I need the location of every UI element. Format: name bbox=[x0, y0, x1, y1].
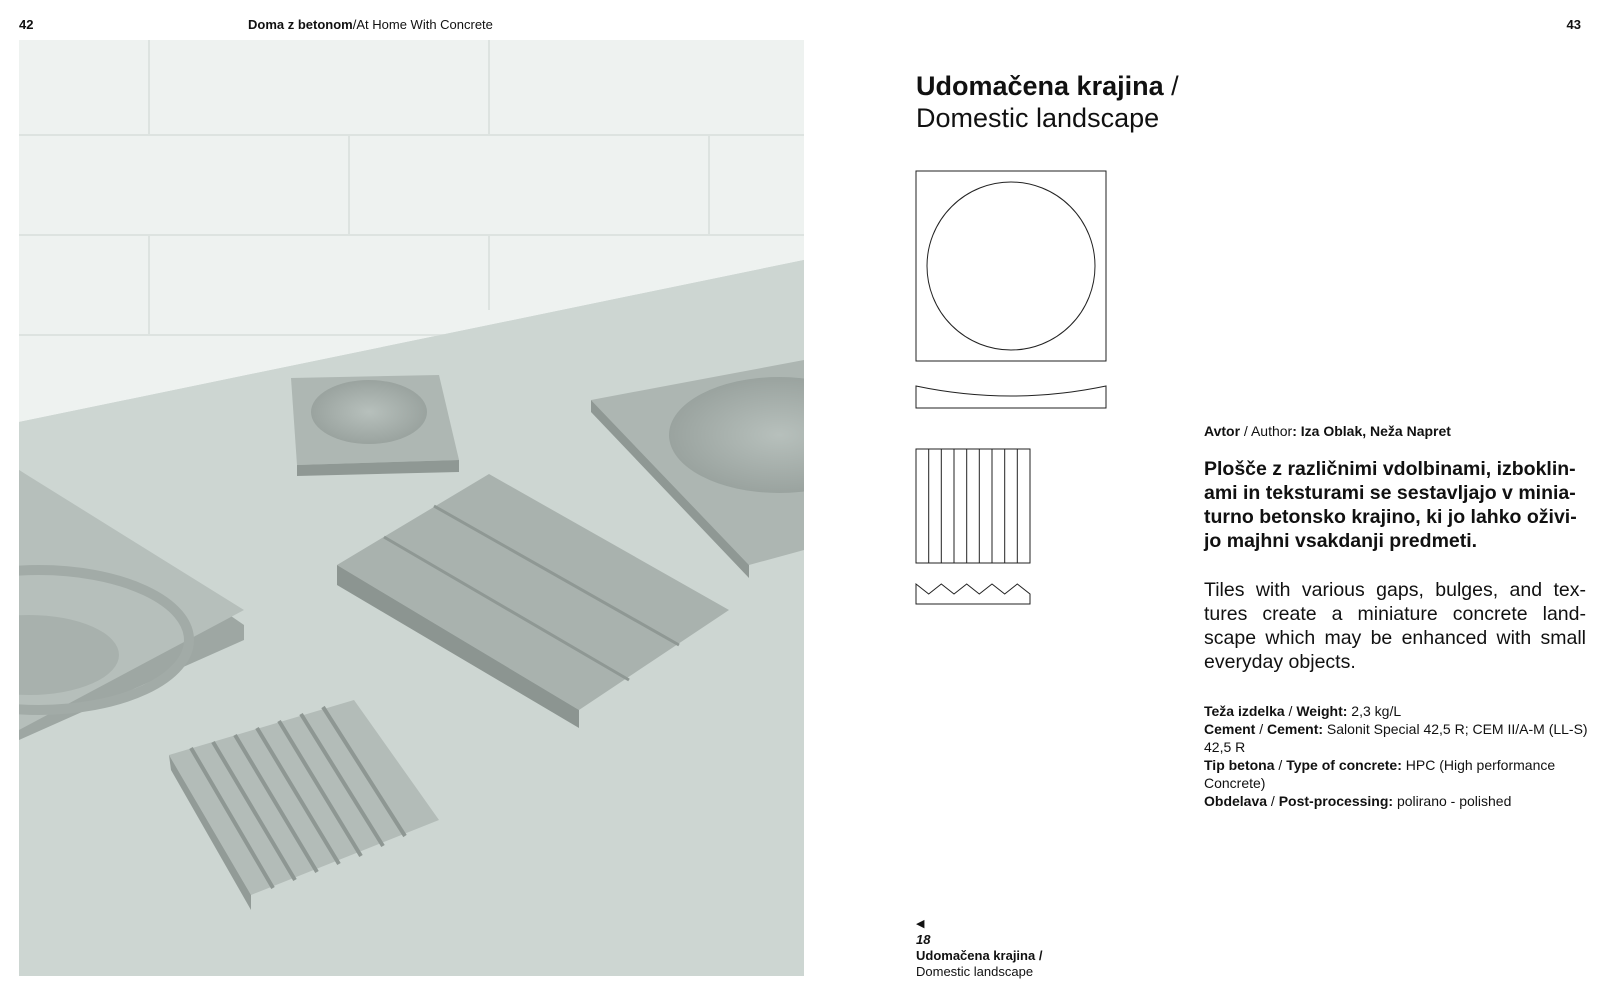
dish-circle bbox=[927, 182, 1095, 350]
product-photo bbox=[19, 40, 804, 976]
spec-label-sl: Teža izdelka bbox=[1204, 703, 1285, 719]
description-en: Tiles with various gaps, bulges, and tex-tures create a miniature concrete land-scape which may be enhanced with small everyday objects. bbox=[1204, 579, 1586, 673]
footer-project-title-en: Domestic landscape bbox=[916, 964, 1034, 979]
author-label-separator: / bbox=[1240, 423, 1251, 439]
spec-label-sl: Cement bbox=[1204, 721, 1256, 737]
author-label-sl: Avtor bbox=[1204, 423, 1241, 439]
book-title-separator: / bbox=[352, 17, 357, 32]
author-label-en: Author bbox=[1250, 423, 1293, 439]
footer-project-link[interactable] bbox=[916, 916, 1042, 980]
spec-value: Salonit Special 42,5 R; CEM II/A-M (LL-S) 42,5 R bbox=[1204, 721, 1588, 755]
book-title-en: At Home With Concrete bbox=[356, 17, 493, 32]
project-title-en: Domestic landscape bbox=[916, 103, 1160, 133]
spec-value: HPC (High performance Concrete) bbox=[1204, 757, 1556, 791]
triangle-left-icon[interactable]: ◀ bbox=[916, 918, 925, 930]
technical-drawings bbox=[915, 170, 1115, 615]
spec-label-en: Weight: bbox=[1296, 703, 1348, 719]
footer-project-number: 18 bbox=[916, 932, 931, 947]
ridged-tile-plan bbox=[916, 449, 1030, 563]
spec-value: 2,3 kg/L bbox=[1347, 703, 1402, 719]
description-sl: Plošče z različnimi vdolbinami, izboklin-ami in teksturami se sestavljajo v minia-turno betonsko krajino, ki jo lahko oživi-jo majhni vsakdanji predmeti. bbox=[1204, 458, 1577, 552]
spec-label-en: Post-processing: bbox=[1278, 793, 1394, 809]
spec-row-concrete-type: Tip betona / Type of concrete: HPC (High performance Concrete) bbox=[1204, 757, 1556, 791]
author-colon: : bbox=[1292, 423, 1301, 439]
spec-row-weight: Teža izdelka / Weight: 2,3 kg/L bbox=[1204, 703, 1402, 719]
book-title-sl: Doma z betonom bbox=[248, 17, 353, 32]
spec-label-sl: Tip betona bbox=[1204, 757, 1275, 773]
author-line bbox=[1204, 423, 1451, 439]
spec-label-en: Cement: bbox=[1267, 721, 1324, 737]
spec-value: polirano - polished bbox=[1393, 793, 1512, 809]
specs-list bbox=[1204, 702, 1594, 810]
concrete-tiles-photo bbox=[19, 40, 804, 976]
dish-tile-section bbox=[916, 386, 1106, 408]
spec-row-post-processing: Obdelava / Post-processing: polirano - polished bbox=[1204, 793, 1512, 809]
author-names: Iza Oblak, Neža Napret bbox=[1300, 423, 1451, 439]
project-title bbox=[916, 70, 1179, 134]
tile-drawings bbox=[915, 170, 1115, 610]
page-number-right: 43 bbox=[1566, 17, 1581, 32]
running-header bbox=[248, 17, 493, 32]
project-title-sl: Udomačena krajina bbox=[916, 71, 1164, 101]
footer-project-title-sl: Udomačena krajina / bbox=[916, 948, 1043, 963]
spec-row-cement: Cement / Cement: Salonit Special 42,5 R; CEM II/A-M (LL-S) 42,5 R bbox=[1204, 721, 1588, 755]
spec-label-en: Type of concrete: bbox=[1286, 757, 1402, 773]
project-title-separator: / bbox=[1163, 71, 1179, 101]
dish-tile-plan bbox=[916, 171, 1106, 361]
spec-label-sl: Obdelava bbox=[1204, 793, 1268, 809]
page-number-left: 42 bbox=[19, 17, 34, 32]
ridged-tile-section bbox=[916, 584, 1030, 604]
